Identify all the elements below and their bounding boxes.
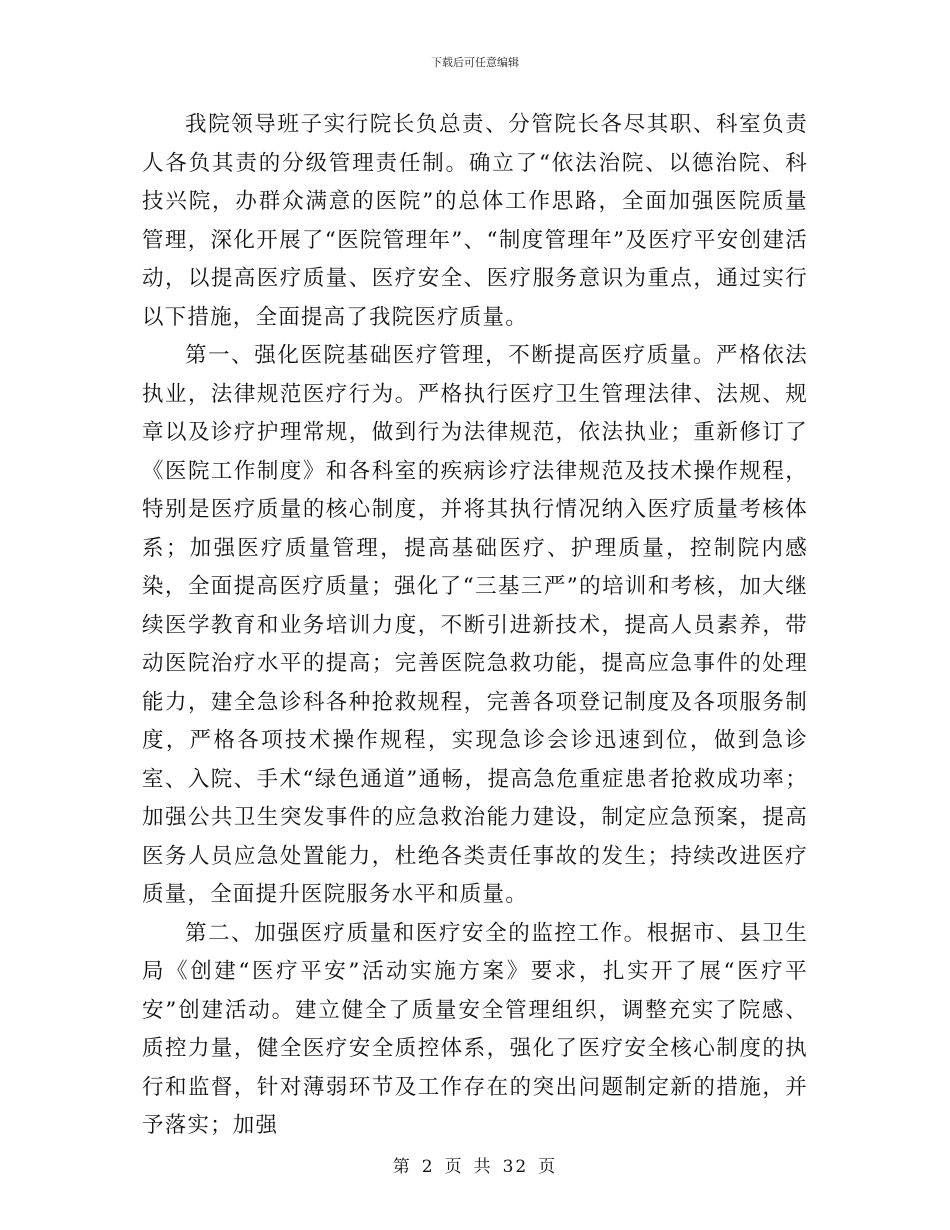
paragraph-1: 我院领导班子实行院长负总责、分管院长各尽其职、科室负责人各负其责的分级管理责任制。确立了“依法治院、以德治院、科技兴院，办群众满意的医院”的总体工作思路，全面加强医院质量管理，深化开展了“医院管理年”、“制度管理年”及医疗平安创建活动，以提高医疗质量、医疗安全、医疗服务意识为重点，通过实行以下措施，全面提高了我院医疗质量。 [142, 112, 808, 330]
page-footer [0, 1152, 950, 1177]
total-pages-number: 32 [502, 1157, 529, 1177]
document-body [142, 106, 808, 1146]
total-label: 共 [473, 1157, 493, 1177]
page-label-prefix: 第 [392, 1157, 412, 1177]
paragraph-2: 第一、强化医院基础医疗管理，不断提高医疗质量。严格依法执业，法律规范医疗行为。严格执行医疗卫生管理法律、法规、规章以及诊疗护理常规，做到行为法律规范，依法执业；重新修订了《医院工作制度》和各科室的疾病诊疗法律规范及技术操作规程，特别是医疗质量的核心制度，并将其执行情况纳入医疗质量考核体系；加强医疗质量管理，提高基础医疗、护理质量，控制院内感染，全面提高医疗质量；强化了“三基三严”的培训和考核，加大继续医学教育和业务培训力度，不断引进新技术，提高人员素养，带动医院治疗水平的提高；完善医院急救功能，提高应急事件的处理能力，建全急诊科各种抢救规程，完善各项登记制度及各项服务制度，严格各项技术操作规程，实现急诊会诊迅速到位，做到急诊室、入院、手术“绿色通道”通畅，提高急危重症患者抢救成功率；加强公共卫生突发事件的应急救治能力建设，制定应急预案，提高医务人员应急处置能力，杜绝各类责任事故的发生；持续改进医疗质量，全面提升医院服务水平和质量。 [142, 343, 808, 907]
paragraph-3: 第二、加强医疗质量和医疗安全的监控工作。根据市、县卫生局《创建“医疗平安”活动实施方案》要求，扎实开了展“医疗平安”创建活动。建立健全了质量安全管理组织，调整充实了院感、质控力量，健全医疗安全质控体系，强化了医疗安全核心制度的执行和监督，针对薄弱环节及工作存在的突出问题制定新的措施，并予落实；加强 [142, 920, 808, 1138]
page-label-mid: 页 [444, 1157, 464, 1177]
current-page-number: 2 [421, 1157, 435, 1177]
page-label-suffix: 页 [538, 1157, 558, 1177]
header-note: 下载后可任意编辑 [431, 56, 519, 69]
